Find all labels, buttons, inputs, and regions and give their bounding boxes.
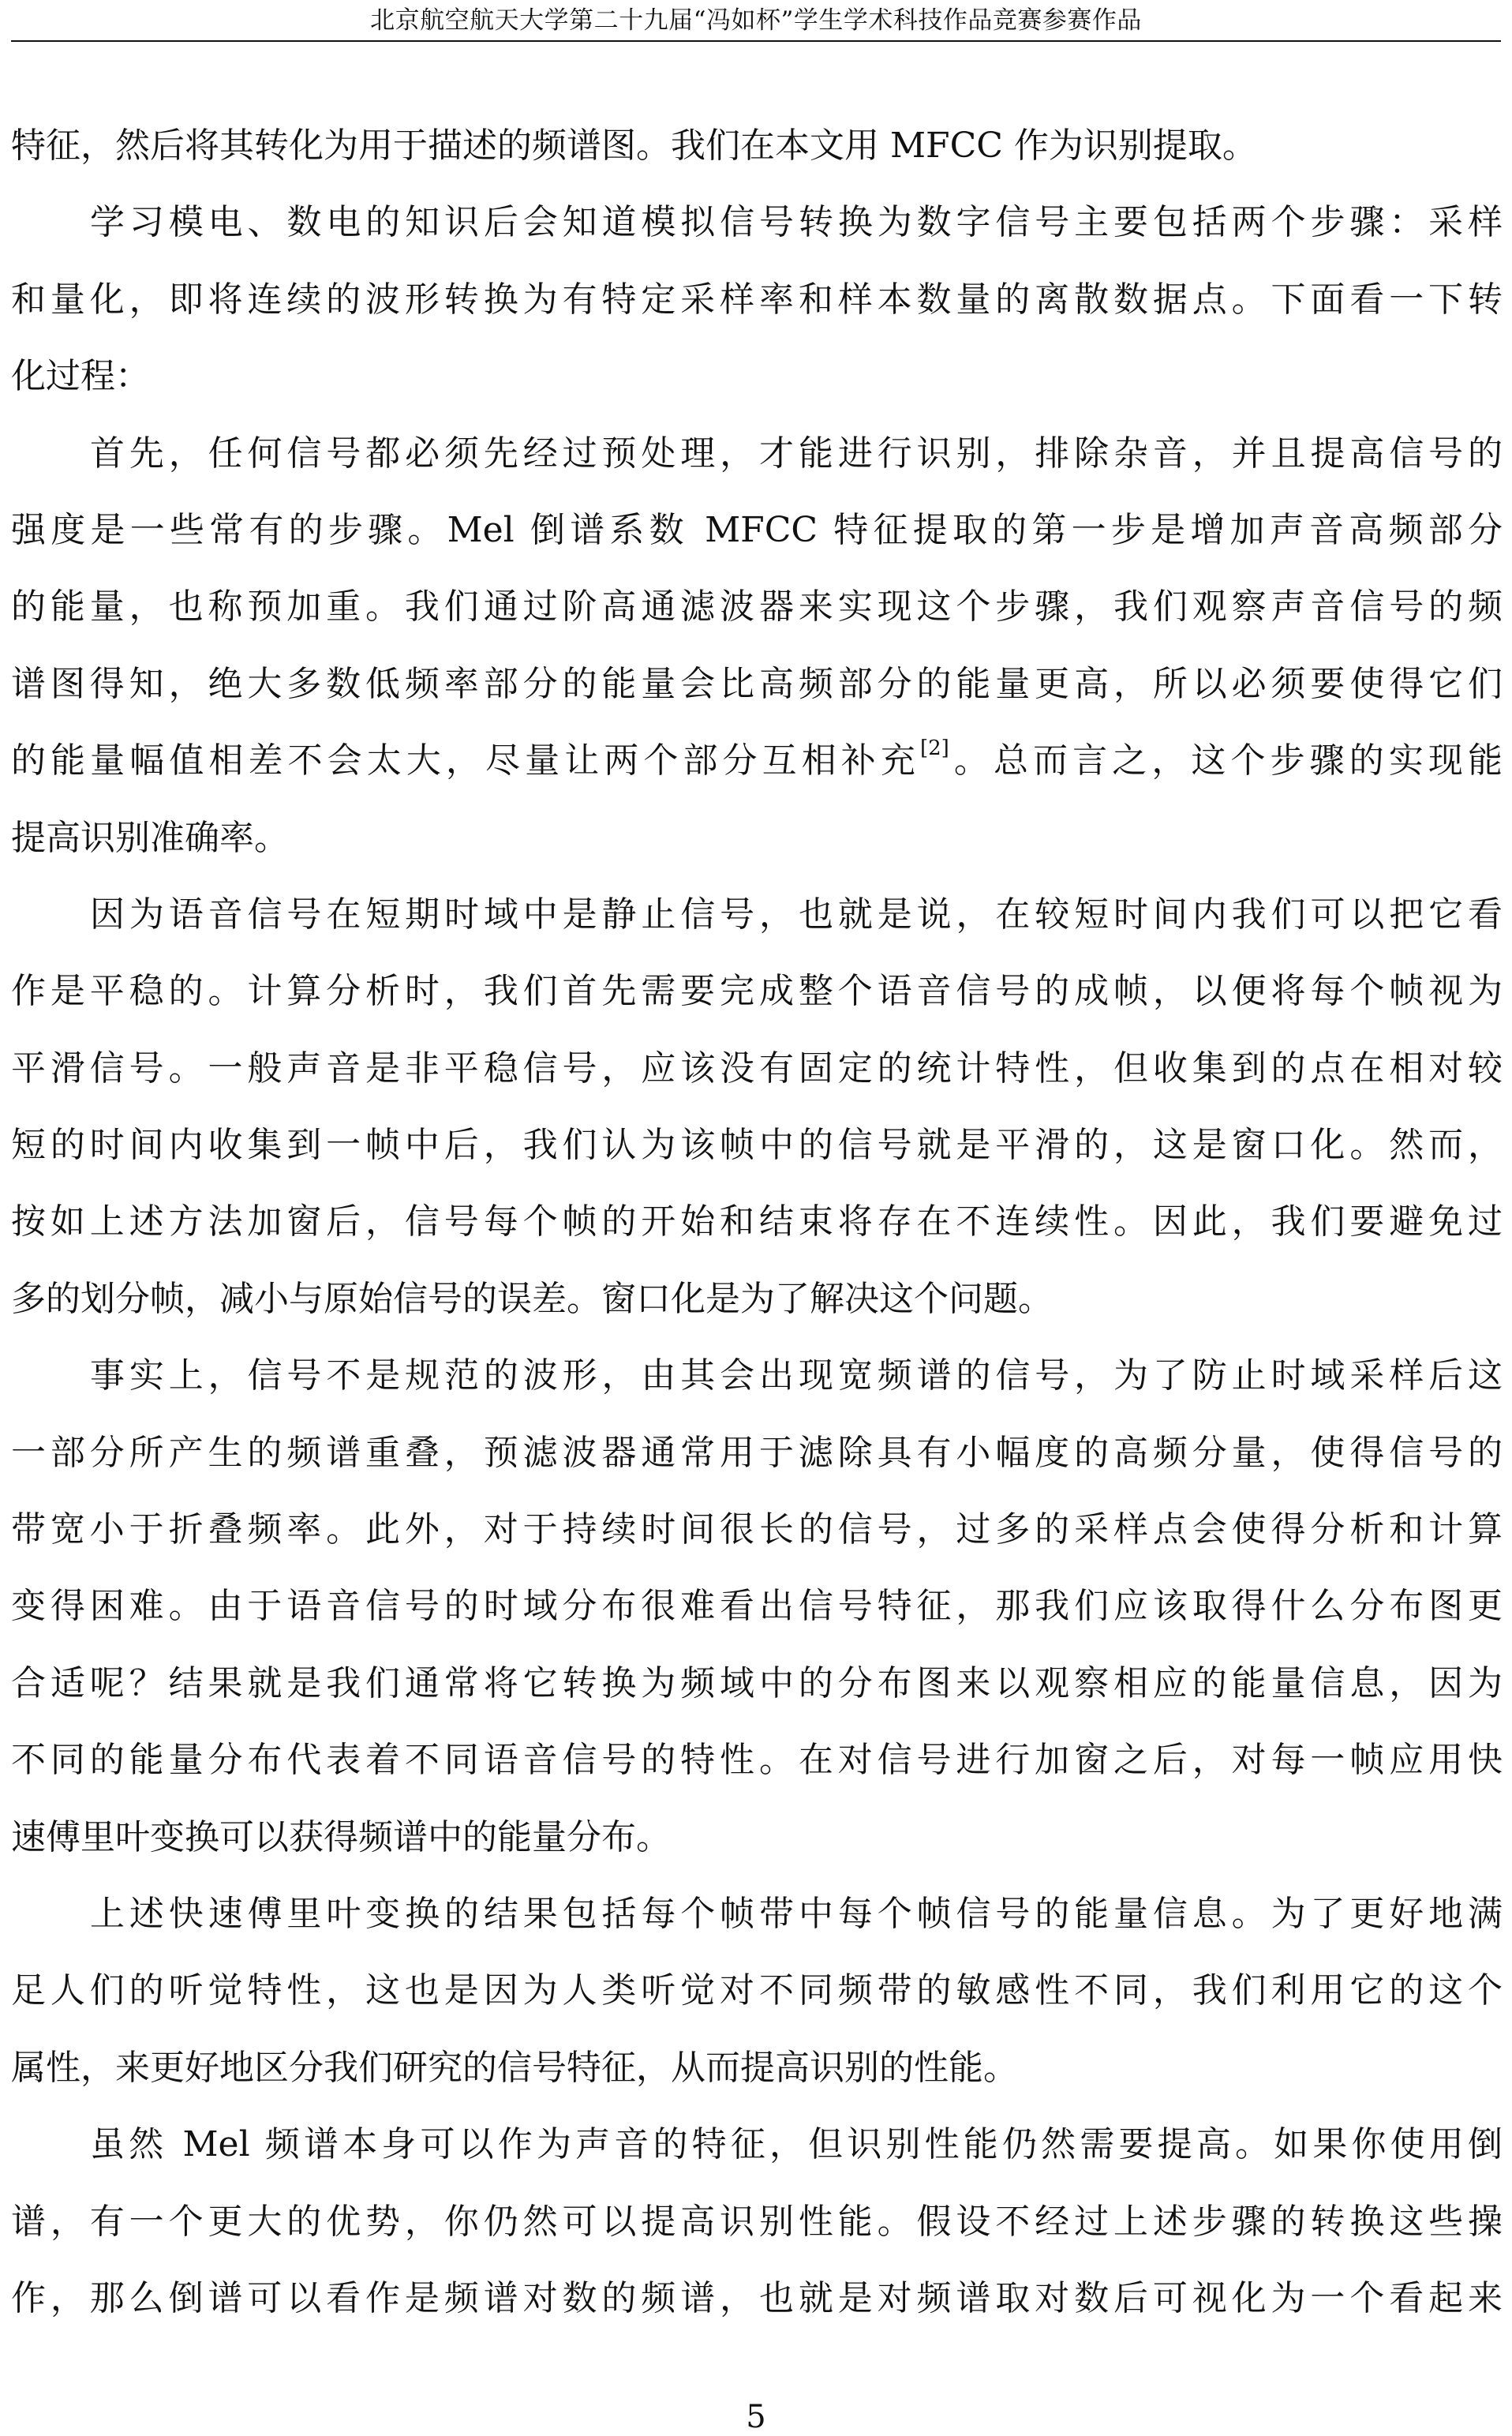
text-line: 强度是一些常有的步骤。Mel 倒谱系数 MFCC 特征提取的第一步是增加声音高频部分	[11, 509, 1503, 550]
text-line: 作是平稳的。计算分析时，我们首先需要完成整个语音信号的成帧，以便将每个帧视为	[11, 971, 1503, 1012]
header-rule	[11, 40, 1501, 42]
page-header	[0, 0, 1512, 44]
citation-mark: [2]	[919, 736, 949, 761]
text-line: 平滑信号。一般声音是非平稳信号，应该没有固定的统计特性，但收集到的点在相对较	[11, 1047, 1503, 1089]
text-line: 不同的能量分布代表着不同语音信号的特性。在对信号进行加窗之后，对每一帧应用快	[11, 1740, 1503, 1781]
text-line: 多的划分帧，减小与原始信号的误差。窗口化是为了解决这个问题。	[11, 1278, 1053, 1319]
text-line: 上述快速傅里叶变换的结果包括每个帧带中每个帧信号的能量信息。为了更好地满	[90, 1893, 1503, 1934]
text-line: 谱图得知，绝大多数低频率部分的能量会比高频部分的能量更高，所以必须要使得它们	[11, 663, 1503, 704]
text-line: 速傅里叶变换可以获得频谱中的能量分布。	[11, 1816, 671, 1857]
text-line: 短的时间内收集到一帧中后，我们认为该帧中的信号就是平滑的，这是窗口化。然而，	[11, 1125, 1503, 1166]
text-segment: 的能量幅值相差不会太大，尽量让两个部分互相补充	[11, 740, 920, 781]
text-line: 一部分所产生的频谱重叠，预滤波器通常用于滤除具有小幅度的高频分量，使得信号的	[11, 1432, 1503, 1473]
page-number: 5	[746, 2399, 766, 2435]
text-line: 事实上，信号不是规范的波形，由其会出现宽频谱的信号，为了防止时域采样后这	[90, 1355, 1503, 1396]
text-line: 虽然 Mel 频谱本身可以作为声音的特征，但识别性能仍然需要提高。如果你使用倒	[90, 2124, 1503, 2165]
paragraph	[11, 1876, 1503, 2106]
paragraph	[11, 184, 1503, 414]
text-line: 带宽小于折叠频率。此外，对于持续时间很长的信号，过多的采样点会使得分析和计算	[11, 1509, 1503, 1550]
text-line: 提高识别准确率。	[11, 817, 289, 858]
text-line: 的能量，也称预加重。我们通过阶高通滤波器来实现这个步骤，我们观察声音信号的频	[11, 587, 1503, 628]
paragraph	[11, 415, 1503, 876]
header-title: 北京航空航天大学第二十九届“冯如杯”学生学术科技作品竞赛参赛作品	[370, 6, 1142, 35]
paragraph	[11, 1337, 1503, 1876]
text-line: 谱，有一个更大的优势，你仍然可以提高识别性能。假设不经过上述步骤的转换这些操	[11, 2201, 1503, 2242]
document-body	[11, 107, 1503, 2337]
text-line: 按如上述方法加窗后，信号每个帧的开始和结束将存在不连续性。因此，我们要避免过	[11, 1201, 1503, 1242]
text-line: 足人们的听觉特性，这也是因为人类听觉对不同频带的敏感性不同，我们利用它的这个	[11, 1970, 1503, 2011]
text-line: 化过程：	[11, 356, 150, 397]
text-line: 因为语音信号在短期时域中是静止信号，也就是说，在较短时间内我们可以把它看	[90, 894, 1503, 935]
text-line: 作，那么倒谱可以看作是频谱对数的频谱，也就是对频谱取对数后可视化为一个看起来	[11, 2277, 1503, 2318]
text-line-with-citation	[11, 722, 1503, 799]
text-line: 属性，来更好地区分我们研究的信号特征，从而提高识别的性能。	[11, 2047, 1018, 2088]
text-segment: 。总而言之，这个步骤的实现能	[949, 740, 1503, 781]
text-line: 和量化，即将连续的波形转换为有特定采样率和样本数量的离散数据点。下面看一下转	[11, 279, 1503, 320]
text-line: 首先，任何信号都必须先经过预处理，才能进行识别，排除杂音，并且提高信号的	[90, 433, 1503, 474]
paragraph	[11, 876, 1503, 1337]
paragraph	[11, 2106, 1503, 2337]
text-line: 学习模电、数电的知识后会知道模拟信号转换为数字信号主要包括两个步骤：采样	[90, 202, 1503, 243]
text-line: 变得困难。由于语音信号的时域分布很难看出信号特征，那我们应该取得什么分布图更	[11, 1586, 1503, 1627]
paragraph	[11, 107, 1503, 184]
text-line: 特征，然后将其转化为用于描述的频谱图。我们在本文用 MFCC 作为识别提取。	[11, 126, 1257, 166]
text-line: 合适呢？结果就是我们通常将它转换为频域中的分布图来以观察相应的能量信息，因为	[11, 1662, 1503, 1703]
